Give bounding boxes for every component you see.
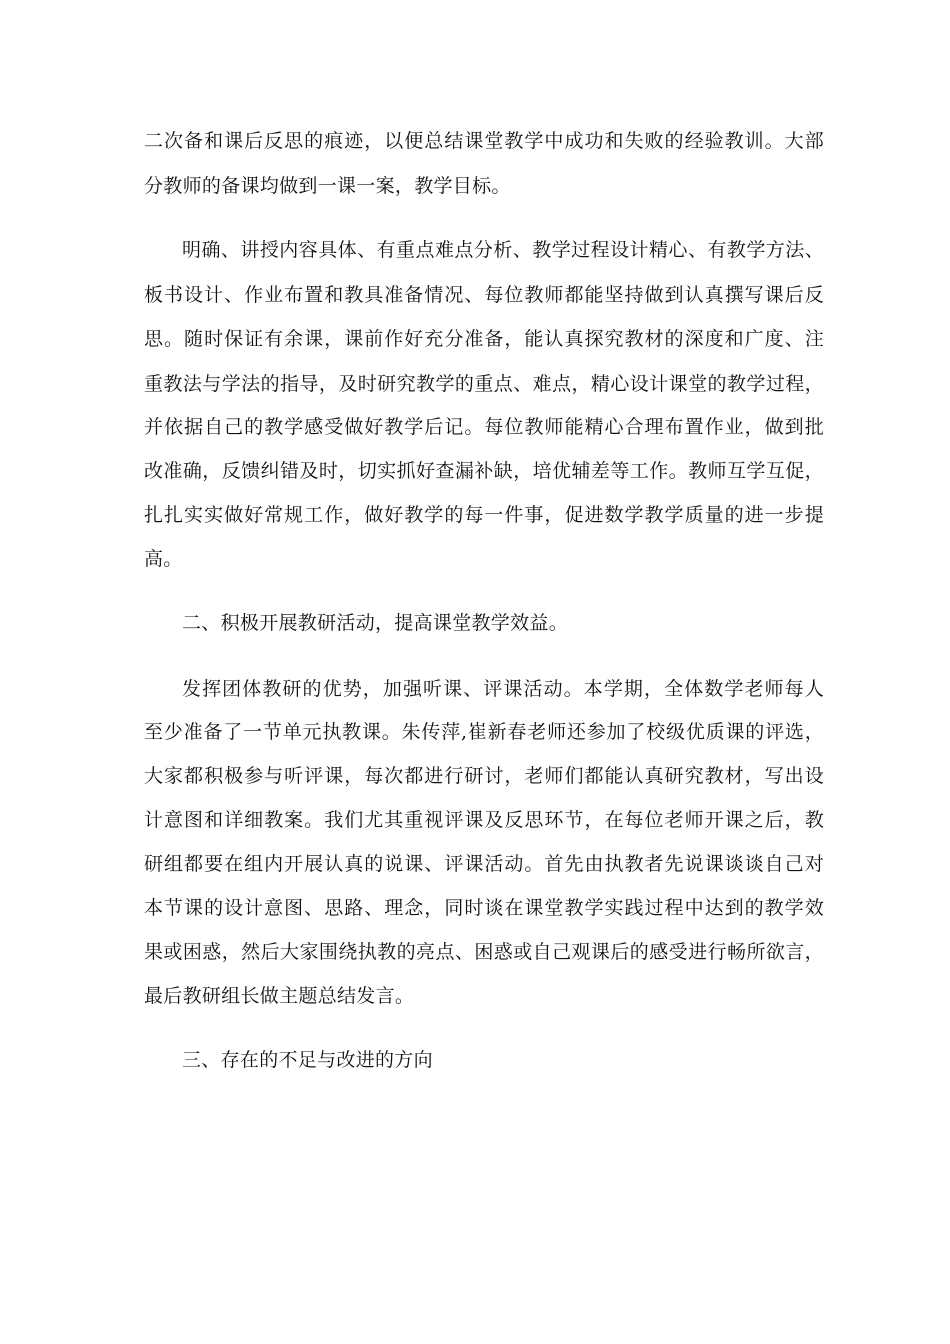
paragraph-4-line-4: 计意图和详细教案。我们尤其重视评课及反思环节，在每位老师开课之后，教: [144, 809, 824, 831]
paragraph-1-line-2: 分教师的备课均做到一课一案，教学目标。: [144, 175, 511, 197]
paragraph-1-line-1: 二次备和课后反思的痕迹，以便总结课堂教学中成功和失败的经验教训。大部: [144, 130, 824, 152]
paragraph-2-line-1: 明确、讲授内容具体、有重点难点分析、教学过程设计精心、有教学方法、: [182, 239, 824, 261]
paragraph-4-line-5: 研组都要在组内开展认真的说课、评课活动。首先由执教者先说课谈谈自己对: [144, 853, 824, 875]
paragraph-2-line-3: 思。随时保证有余课，课前作好充分准备，能认真探究教材的深度和广度、注: [144, 328, 824, 350]
section-heading-2: 二、积极开展教研活动，提高课堂教学效益。: [182, 612, 569, 634]
paragraph-2-line-5: 并依据自己的教学感受做好教学后记。每位教师能精心合理布置作业，做到批: [144, 416, 824, 438]
paragraph-2-line-7: 扎扎实实做好常规工作，做好教学的每一件事，促进数学教学质量的进一步提: [144, 504, 824, 526]
paragraph-4-line-1: 发挥团体教研的优势，加强听课、评课活动。本学期，全体数学老师每人: [182, 678, 824, 700]
paragraph-2-line-8: 高。: [144, 548, 183, 570]
paragraph-4-line-7: 果或困惑，然后大家围绕执教的亮点、困惑或自己观课后的感受进行畅所欲言，: [144, 941, 824, 963]
paragraph-4-line-8: 最后教研组长做主题总结发言。: [144, 985, 415, 1007]
paragraph-2-line-2: 板书设计、作业布置和教具准备情况、每位教师都能坚持做到认真撰写课后反: [144, 284, 824, 306]
paragraph-2-line-6: 改准确，反馈纠错及时，切实抓好查漏补缺，培优辅差等工作。教师互学互促，: [144, 460, 824, 482]
paragraph-4-line-6: 本节课的设计意图、思路、理念，同时谈在课堂教学实践过程中达到的教学效: [144, 897, 824, 919]
paragraph-4-line-2: 至少准备了一节单元执教课。朱传萍,崔新春老师还参加了校级优质课的评选，: [144, 721, 824, 743]
paragraph-4-line-3: 大家都积极参与听评课，每次都进行研讨，老师们都能认真研究教材，写出设: [144, 765, 824, 787]
section-heading-3: 三、存在的不足与改进的方向: [182, 1049, 433, 1071]
paragraph-2-line-4: 重教法与学法的指导，及时研究教学的重点、难点，精心设计课堂的教学过程，: [144, 373, 824, 395]
